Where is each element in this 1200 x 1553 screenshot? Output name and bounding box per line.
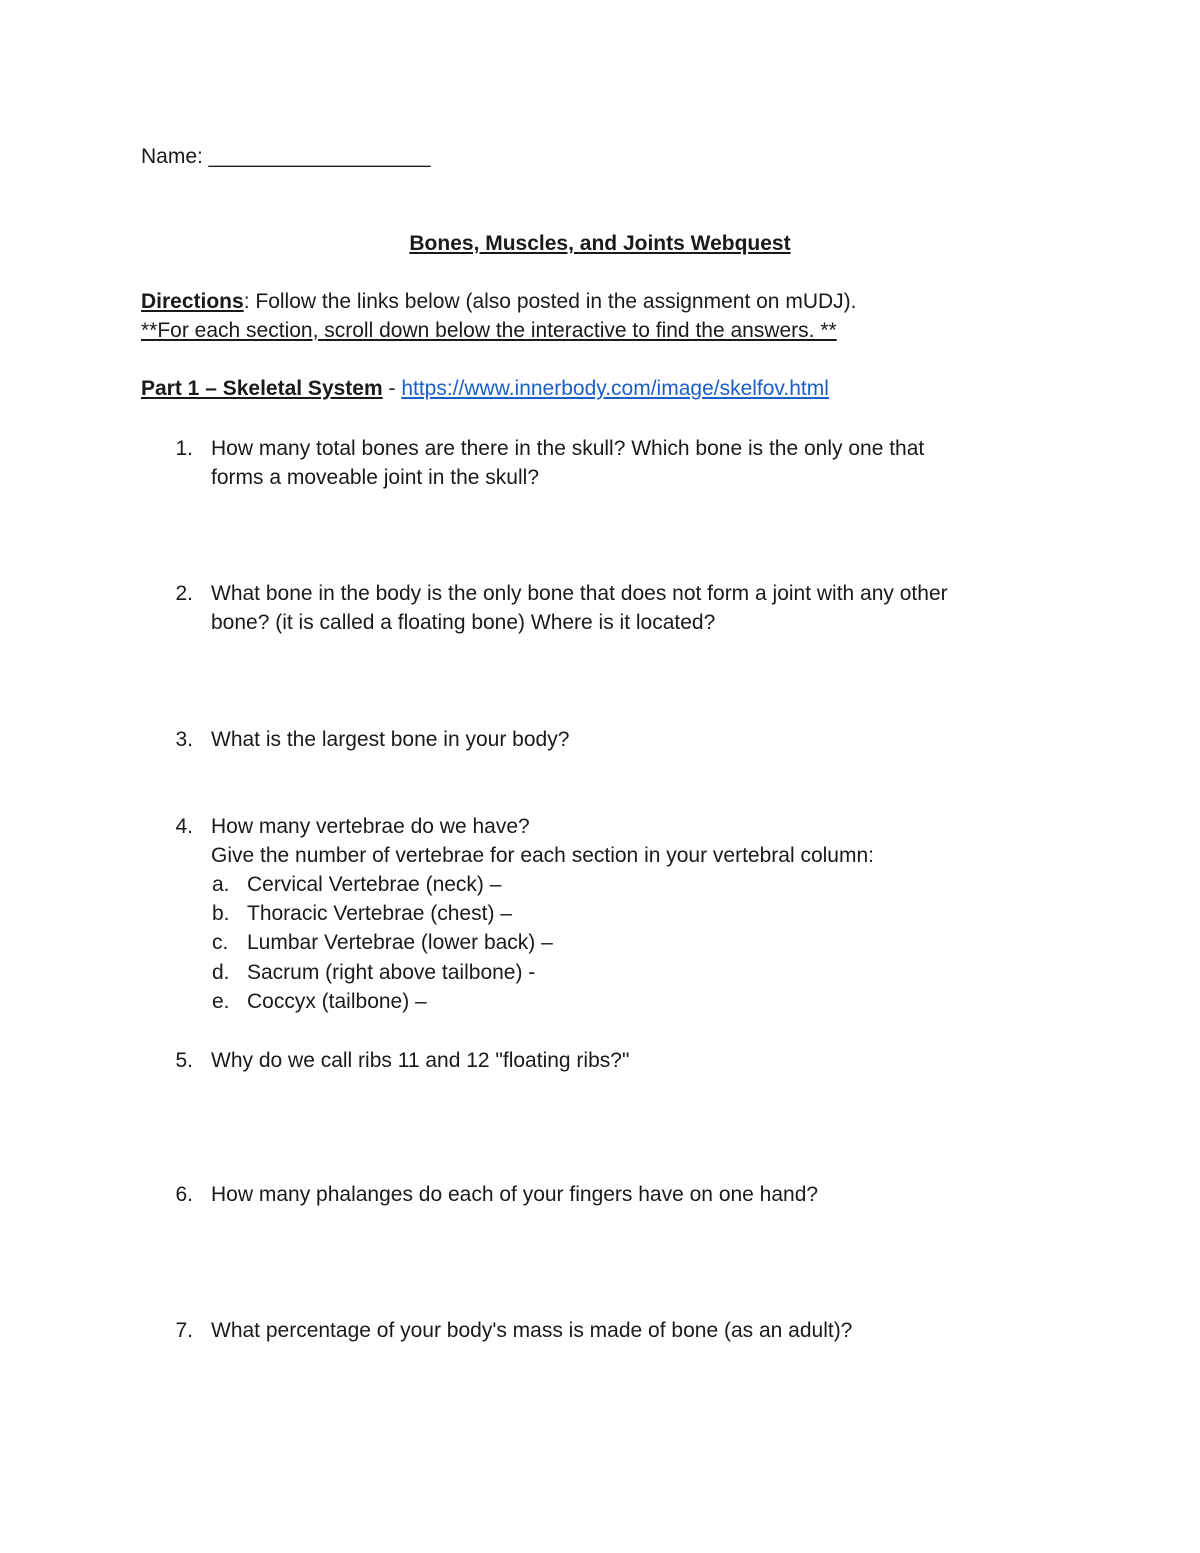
question-number: 6. (175, 1183, 193, 1206)
question-number: 4. (175, 815, 193, 838)
part1-link[interactable]: https://www.innerbody.com/image/skelfov.html (401, 377, 829, 400)
part1-header (141, 374, 829, 403)
question-text: bone? (it is called a floating bone) Where is it located? (211, 611, 716, 634)
directions-text: : Follow the links below (also posted in the assignment on mUDJ). (243, 290, 857, 313)
question-number: 3. (175, 728, 193, 751)
question-number: 1. (175, 437, 193, 460)
sub-item-letter: a. (212, 873, 230, 896)
question-text: forms a moveable joint in the skull? (211, 466, 539, 489)
name-field-line: Name: ___________________ (141, 145, 431, 168)
question-text: Give the number of vertebrae for each section in your vertebral column: (211, 844, 874, 867)
page-title: Bones, Muscles, and Joints Webquest (409, 232, 791, 255)
sub-item-text: Lumbar Vertebrae (lower back) – (247, 931, 553, 954)
sub-item-letter: e. (212, 990, 230, 1013)
question-text: What percentage of your body's mass is made of bone (as an adult)? (211, 1319, 853, 1342)
sub-item-letter: d. (212, 961, 230, 984)
sub-item-text: Thoracic Vertebrae (chest) – (247, 902, 512, 925)
directions-note: **For each section, scroll down below the interactive to find the answers. ** (141, 319, 837, 342)
question-text: How many total bones are there in the skull? Which bone is the only one that (211, 437, 925, 460)
question-text: How many phalanges do each of your fingers have on one hand? (211, 1183, 819, 1206)
question-number: 5. (175, 1049, 193, 1072)
question-number: 7. (175, 1319, 193, 1342)
question-number: 2. (175, 582, 193, 605)
sub-item-text: Coccyx (tailbone) – (247, 990, 427, 1013)
question-text: What bone in the body is the only bone that does not form a joint with any other (211, 582, 948, 605)
question-text: What is the largest bone in your body? (211, 728, 570, 751)
part1-separator: - (382, 377, 402, 400)
directions-line (141, 287, 856, 316)
sub-item-text: Cervical Vertebrae (neck) – (247, 873, 502, 896)
directions-label: Directions (141, 290, 244, 313)
sub-item-letter: b. (212, 902, 230, 925)
sub-item-letter: c. (212, 931, 229, 954)
part1-label: Part 1 – Skeletal System (141, 377, 383, 400)
sub-item-text: Sacrum (right above tailbone) - (247, 961, 536, 984)
question-text: Why do we call ribs 11 and 12 "floating ribs?" (211, 1049, 630, 1072)
question-text: How many vertebrae do we have? (211, 815, 530, 838)
